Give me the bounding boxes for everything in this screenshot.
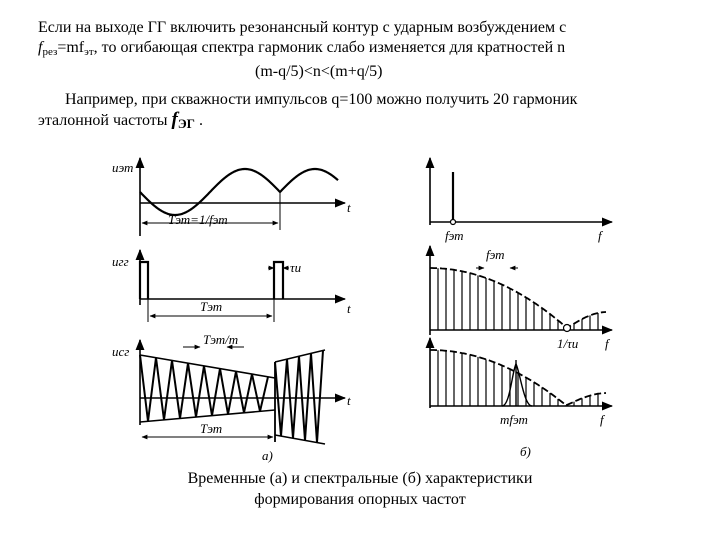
tau-label: τи [290,260,302,275]
ring-top-label: Tэт/m [203,332,239,347]
upper-envelope [140,355,275,378]
pulse-panel [140,250,345,322]
caption-line-1: Временные (а) и спектральные (б) характеристики [187,470,533,487]
spectrum-resonant-panel [430,338,612,408]
text-line-2: $f_{рез}=mf_{эт}$, то огибающая спектра гармоник слабо изменяется для кратностей n [38,39,566,58]
pulse-tlabel: t [347,301,351,316]
ringing-oscillation [140,351,323,443]
spec1-axis-label: f [598,228,602,243]
spec2-top-label: fэт [486,247,505,262]
spec3-axis-label: f [600,412,604,427]
spec2-axis-label: f [605,336,609,351]
spec3-harmonics [438,350,598,406]
right-part-label: б) [520,444,531,459]
text-line-4: Например, при скважности импульсов q=100 можно получить 20 гармоник [65,91,578,108]
sine-wave [140,169,338,215]
spec1-flabel: fэт [445,228,464,243]
text-line-5: эталонной частоты fЭГ . [38,109,203,131]
ringing-panel [140,340,345,444]
text-line-1: Если на выходе ГГ включить резонансный контур с ударным возбуждением с [38,19,567,36]
spec2-harmonics [438,268,598,330]
caption-line-2: формирования опорных частот [254,491,466,508]
ring-ylabel: uсг [112,344,130,359]
spec2-zero-label: 1/τи [557,336,579,351]
text-line-3: (m-q/5)<n<(m+q/5) [255,63,383,80]
left-part-label: a) [262,448,273,463]
spec3-center-label: mfэт [500,412,528,427]
pulse-period-label: Tэт [200,299,223,314]
ring-bottom-label: Tэт [200,421,223,436]
pulse-ylabel: uгг [112,254,129,269]
sine-tlabel: t [347,200,351,215]
period-label: Tэт=1/fэт [168,212,228,227]
pulse-train [140,262,283,299]
sine-ylabel: uэт [112,160,134,175]
ring-tlabel: t [347,393,351,408]
spectrum-line-panel [430,158,612,225]
spectrum-sinc-panel [430,246,612,335]
resonance-curve [502,364,532,406]
